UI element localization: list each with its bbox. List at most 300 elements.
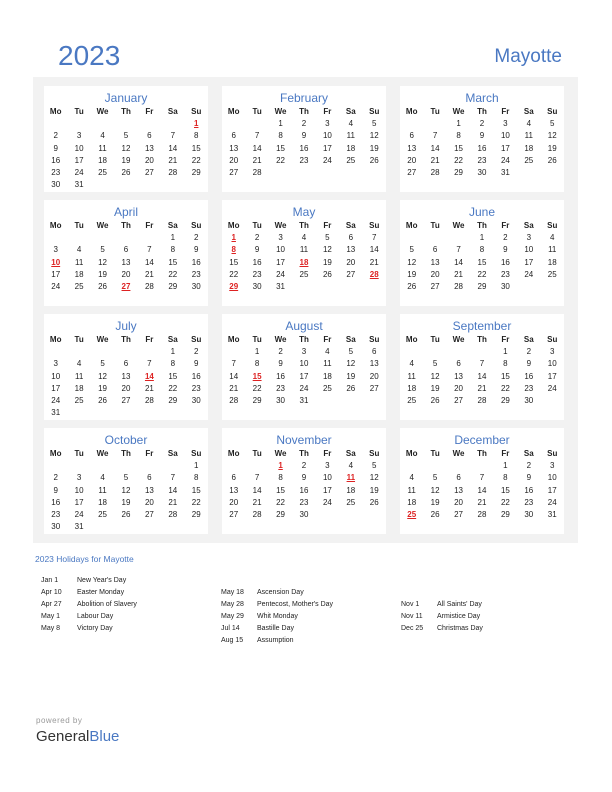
weekday-label: Mo xyxy=(49,221,62,230)
empty-day-cell xyxy=(517,167,540,179)
weekday-label: Tu xyxy=(74,221,84,230)
day-cell: 20 xyxy=(144,497,154,507)
day-cell: 30 xyxy=(252,281,262,291)
weekday-label: Sa xyxy=(523,449,534,458)
weekday-label: Su xyxy=(191,107,202,116)
empty-day-cell xyxy=(114,460,137,472)
holiday-name: Easter Monday xyxy=(77,589,125,596)
day-cell: 7 xyxy=(456,245,461,255)
day-cell: 3 xyxy=(76,473,82,483)
day-cell: 5 xyxy=(409,245,414,255)
day-cell: 4 xyxy=(348,461,354,471)
day-cell: 8 xyxy=(278,131,283,141)
day-cell: 23 xyxy=(191,383,201,393)
empty-day-cell xyxy=(91,460,114,472)
day-cell: 31 xyxy=(500,167,510,177)
day-cell: 14 xyxy=(229,371,239,381)
day-cell: 9 xyxy=(301,473,307,483)
day-cell: 14 xyxy=(252,143,262,153)
week-row xyxy=(222,395,386,407)
weekday-label: Sa xyxy=(167,107,178,116)
day-cell: 21 xyxy=(229,383,239,393)
holiday-name: Christmas Day xyxy=(437,625,483,632)
day-cell: 6 xyxy=(231,131,236,141)
day-cell: 16 xyxy=(524,485,534,495)
month-october xyxy=(44,428,208,534)
empty-day-cell xyxy=(339,509,362,521)
month-july xyxy=(44,314,208,420)
day-cell: 9 xyxy=(301,131,307,141)
month-title: February xyxy=(279,91,329,105)
day-cell: 25 xyxy=(346,155,356,165)
day-cell: 17 xyxy=(299,371,309,381)
day-cell: 8 xyxy=(194,131,199,141)
day-cell: 27 xyxy=(144,167,154,177)
day-cell: 30 xyxy=(524,509,534,519)
day-cell: 25 xyxy=(74,395,84,405)
day-cell: 1 xyxy=(503,461,508,471)
day-cell: 27 xyxy=(346,269,356,279)
day-cell: 15 xyxy=(229,257,239,267)
week-row xyxy=(400,118,564,130)
day-cell: 1 xyxy=(254,347,260,357)
holiday-date: May 18 xyxy=(221,589,244,596)
day-cell: 10 xyxy=(276,245,285,255)
day-cell: 9 xyxy=(254,245,260,255)
day-cell: 4 xyxy=(76,359,82,369)
day-cell: 13 xyxy=(407,143,417,153)
empty-day-cell xyxy=(470,460,493,472)
day-cell: 24 xyxy=(547,383,557,393)
empty-day-cell xyxy=(138,118,161,130)
week-row xyxy=(222,460,386,472)
day-cell: 12 xyxy=(322,245,332,255)
empty-day-cell xyxy=(423,346,446,358)
holiday-name: Whit Monday xyxy=(257,613,298,620)
week-row xyxy=(400,485,564,497)
month-title: July xyxy=(115,319,137,333)
day-cell: 24 xyxy=(500,155,510,165)
day-cell: 26 xyxy=(407,281,417,291)
day-cell: 13 xyxy=(369,359,379,369)
weekday-label: Tu xyxy=(74,449,84,458)
day-cell: 10 xyxy=(547,359,557,369)
day-cell: 12 xyxy=(121,143,131,153)
day-cell: 2 xyxy=(526,461,532,471)
weekday-label: Th xyxy=(121,107,131,116)
month-title: November xyxy=(276,433,332,447)
day-cell: 29 xyxy=(500,395,510,405)
day-cell: 26 xyxy=(322,269,332,279)
day-cell: 30 xyxy=(524,395,534,405)
day-cell: 17 xyxy=(547,485,557,495)
day-cell: 10 xyxy=(51,371,61,381)
day-cell: 22 xyxy=(168,269,178,279)
holiday-date: Jan 1 xyxy=(41,577,59,584)
day-cell: 10 xyxy=(524,245,534,255)
day-cell: 18 xyxy=(547,257,557,267)
day-cell: 4 xyxy=(550,233,555,243)
day-cell: 6 xyxy=(372,347,377,357)
day-cell: 1 xyxy=(278,461,283,471)
day-cell: 29 xyxy=(229,281,239,291)
day-cell: 27 xyxy=(229,509,239,519)
holiday-date: Dec 25 xyxy=(401,625,424,632)
weekday-label: Sa xyxy=(345,107,356,116)
week-row xyxy=(400,257,564,269)
day-cell: 26 xyxy=(430,395,440,405)
day-cell: 18 xyxy=(524,143,534,153)
weekday-label: We xyxy=(274,335,287,344)
day-cell: 8 xyxy=(170,245,176,255)
day-cell: 2 xyxy=(194,233,199,243)
empty-day-cell xyxy=(114,521,137,533)
day-cell: 19 xyxy=(430,497,440,507)
holiday-name: Ascension Day xyxy=(257,589,304,596)
day-cell: 22 xyxy=(191,497,201,507)
weekday-label: Fr xyxy=(501,335,510,344)
empty-day-cell xyxy=(400,346,423,358)
weekday-header xyxy=(44,448,208,460)
day-cell: 18 xyxy=(74,269,84,279)
day-cell: 11 xyxy=(346,473,356,483)
day-cell: 13 xyxy=(346,245,356,255)
empty-day-cell xyxy=(114,179,137,191)
day-cell: 16 xyxy=(276,371,285,381)
day-cell: 20 xyxy=(454,497,463,507)
holiday-name: All Saints' Day xyxy=(437,601,482,608)
weekday-label: Fr xyxy=(323,221,332,230)
weekday-label: Su xyxy=(191,221,202,230)
holiday-item xyxy=(401,611,483,623)
weekday-label: Fr xyxy=(323,107,332,116)
day-cell: 30 xyxy=(191,281,201,291)
week-row xyxy=(400,383,564,395)
day-cell: 7 xyxy=(479,473,485,483)
day-cell: 19 xyxy=(98,383,107,393)
week-row xyxy=(400,167,564,179)
day-cell: 21 xyxy=(454,269,463,279)
day-cell: 30 xyxy=(477,167,487,177)
holiday-item xyxy=(401,599,483,611)
week-row xyxy=(44,118,208,130)
day-cell: 22 xyxy=(500,383,510,393)
month-march xyxy=(400,86,564,192)
day-cell: 9 xyxy=(278,359,283,369)
day-cell: 22 xyxy=(168,383,178,393)
day-cell: 27 xyxy=(121,395,131,405)
day-cell: 16 xyxy=(191,371,201,381)
day-cell: 31 xyxy=(74,522,84,532)
holiday-date: Apr 10 xyxy=(41,589,62,596)
day-cell: 17 xyxy=(322,143,332,153)
week-row xyxy=(222,281,386,293)
empty-day-cell xyxy=(138,346,161,358)
day-cell: 10 xyxy=(547,473,557,483)
empty-day-cell xyxy=(67,407,90,419)
day-cell: 24 xyxy=(74,167,84,177)
weekday-label: Fr xyxy=(501,221,510,230)
day-cell: 15 xyxy=(168,371,178,381)
weekday-label: Tu xyxy=(430,107,440,116)
weekday-label: Fr xyxy=(501,449,510,458)
week-row xyxy=(44,244,208,256)
weekday-label: Tu xyxy=(252,449,262,458)
week-row xyxy=(400,281,564,293)
day-cell: 2 xyxy=(301,119,307,129)
empty-day-cell xyxy=(292,167,315,179)
week-row xyxy=(44,155,208,167)
day-cell: 14 xyxy=(252,485,262,495)
weekday-label: We xyxy=(274,221,287,230)
week-row xyxy=(44,383,208,395)
month-february xyxy=(222,86,386,192)
day-cell: 15 xyxy=(252,371,262,381)
day-cell: 5 xyxy=(372,461,377,471)
day-cell: 16 xyxy=(191,257,201,267)
empty-day-cell xyxy=(292,281,315,293)
empty-day-cell xyxy=(400,118,423,130)
month-may xyxy=(222,200,386,306)
day-cell: 16 xyxy=(524,371,534,381)
week-row xyxy=(44,371,208,383)
month-title: January xyxy=(104,91,148,105)
weekday-label: Mo xyxy=(227,449,240,458)
week-row xyxy=(400,232,564,244)
weekday-label: Su xyxy=(191,335,202,344)
empty-day-cell xyxy=(91,118,114,130)
empty-day-cell xyxy=(541,167,564,179)
day-cell: 2 xyxy=(301,461,307,471)
holiday-item xyxy=(221,611,333,623)
day-cell: 2 xyxy=(53,131,58,141)
day-cell: 22 xyxy=(191,155,201,165)
week-row xyxy=(400,395,564,407)
day-cell: 9 xyxy=(526,473,532,483)
weekday-label: Mo xyxy=(227,221,240,230)
day-cell: 1 xyxy=(479,233,485,243)
weekday-label: Th xyxy=(121,335,131,344)
day-cell: 14 xyxy=(369,245,379,255)
day-cell: 19 xyxy=(322,257,332,267)
weekday-label: Tu xyxy=(430,335,440,344)
day-cell: 9 xyxy=(526,359,532,369)
day-cell: 4 xyxy=(100,473,105,483)
empty-day-cell xyxy=(161,521,184,533)
day-cell: 8 xyxy=(170,359,176,369)
empty-day-cell xyxy=(91,521,114,533)
day-cell: 25 xyxy=(346,497,356,507)
day-cell: 4 xyxy=(76,245,82,255)
day-cell: 21 xyxy=(168,155,178,165)
day-cell: 21 xyxy=(252,155,262,165)
month-title: June xyxy=(468,205,496,219)
week-row xyxy=(400,371,564,383)
day-cell: 8 xyxy=(278,473,283,483)
day-cell: 21 xyxy=(144,383,154,393)
week-row xyxy=(44,497,208,509)
day-cell: 9 xyxy=(194,245,199,255)
week-row xyxy=(44,521,208,533)
day-cell: 8 xyxy=(254,359,260,369)
day-cell: 19 xyxy=(430,383,440,393)
day-cell: 21 xyxy=(144,269,154,279)
day-cell: 6 xyxy=(123,245,129,255)
holiday-date: May 1 xyxy=(41,613,61,620)
day-cell: 6 xyxy=(432,245,438,255)
day-cell: 27 xyxy=(369,383,379,393)
empty-day-cell xyxy=(541,281,564,293)
empty-day-cell xyxy=(91,179,114,191)
day-cell: 15 xyxy=(500,371,510,381)
week-row xyxy=(222,497,386,509)
holiday-name: Armistice Day xyxy=(437,613,481,620)
holiday-name: Bastille Day xyxy=(257,625,294,632)
weekday-label: Th xyxy=(477,221,487,230)
day-cell: 24 xyxy=(524,269,534,279)
day-cell: 14 xyxy=(144,371,154,381)
day-cell: 6 xyxy=(409,131,414,141)
day-cell: 21 xyxy=(168,497,178,507)
day-cell: 6 xyxy=(348,233,354,243)
weekday-label: We xyxy=(96,107,109,116)
day-cell: 29 xyxy=(276,509,285,519)
month-title: March xyxy=(465,91,499,105)
holiday-item xyxy=(41,623,137,635)
day-cell: 15 xyxy=(276,485,285,495)
day-cell: 14 xyxy=(430,143,440,153)
powered-by-text: powered by xyxy=(36,716,83,725)
day-cell: 4 xyxy=(325,347,330,357)
holiday-date: Nov 11 xyxy=(401,613,423,620)
day-cell: 23 xyxy=(276,383,285,393)
day-cell: 7 xyxy=(170,473,176,483)
brand-logo-part1: General xyxy=(36,728,90,745)
week-row xyxy=(400,497,564,509)
weekday-label: Th xyxy=(477,335,487,344)
month-august xyxy=(222,314,386,420)
day-cell: 15 xyxy=(191,143,201,153)
day-cell: 7 xyxy=(170,131,176,141)
day-cell: 21 xyxy=(477,383,487,393)
day-cell: 21 xyxy=(252,497,262,507)
day-cell: 15 xyxy=(191,485,201,495)
day-cell: 30 xyxy=(276,395,285,405)
day-cell: 17 xyxy=(74,497,84,507)
day-cell: 1 xyxy=(278,119,283,129)
weekday-label: Fr xyxy=(323,335,332,344)
day-cell: 31 xyxy=(74,180,84,190)
weekday-header xyxy=(222,220,386,232)
day-cell: 30 xyxy=(299,509,309,519)
empty-day-cell xyxy=(222,346,245,358)
week-row xyxy=(44,485,208,497)
day-cell: 24 xyxy=(51,281,61,291)
week-row xyxy=(222,371,386,383)
weekday-label: Mo xyxy=(49,107,62,116)
day-cell: 3 xyxy=(550,461,555,471)
day-cell: 29 xyxy=(252,395,262,405)
empty-day-cell xyxy=(161,460,184,472)
day-cell: 18 xyxy=(346,143,356,153)
day-cell: 28 xyxy=(252,167,262,177)
month-september xyxy=(400,314,564,420)
day-cell: 20 xyxy=(121,269,131,279)
day-cell: 10 xyxy=(500,131,510,141)
day-cell: 8 xyxy=(503,473,508,483)
empty-day-cell xyxy=(114,407,137,419)
empty-day-cell xyxy=(339,167,362,179)
empty-day-cell xyxy=(363,167,386,179)
holiday-item xyxy=(401,623,483,635)
day-cell: 8 xyxy=(503,359,508,369)
day-cell: 25 xyxy=(407,509,417,519)
day-cell: 26 xyxy=(98,281,107,291)
empty-day-cell xyxy=(400,460,423,472)
day-cell: 3 xyxy=(53,359,58,369)
day-cell: 27 xyxy=(121,281,131,291)
weekday-label: Mo xyxy=(405,107,418,116)
day-cell: 11 xyxy=(74,257,84,267)
day-cell: 2 xyxy=(479,119,485,129)
empty-day-cell xyxy=(44,346,67,358)
day-cell: 10 xyxy=(322,131,332,141)
day-cell: 7 xyxy=(254,131,260,141)
empty-day-cell xyxy=(423,118,446,130)
day-cell: 19 xyxy=(369,485,379,495)
weekday-label: We xyxy=(452,335,465,344)
month-november xyxy=(222,428,386,534)
day-cell: 8 xyxy=(194,473,199,483)
weekday-label: We xyxy=(452,107,465,116)
day-cell: 28 xyxy=(229,395,239,405)
holiday-item xyxy=(41,587,137,599)
day-cell: 26 xyxy=(121,509,131,519)
weekday-label: Tu xyxy=(252,107,262,116)
day-cell: 12 xyxy=(369,131,379,141)
day-cell: 23 xyxy=(51,167,61,177)
day-cell: 3 xyxy=(325,119,330,129)
day-cell: 12 xyxy=(430,485,440,495)
day-cell: 11 xyxy=(407,485,416,495)
day-cell: 1 xyxy=(194,119,199,129)
weekday-label: Su xyxy=(369,221,380,230)
day-cell: 12 xyxy=(346,359,356,369)
empty-day-cell xyxy=(161,118,184,130)
day-cell: 20 xyxy=(144,155,154,165)
weekday-label: Su xyxy=(369,335,380,344)
day-cell: 26 xyxy=(369,155,379,165)
day-cell: 10 xyxy=(51,257,61,267)
empty-day-cell xyxy=(447,460,470,472)
day-cell: 23 xyxy=(191,269,201,279)
holiday-name: Abolition of Slavery xyxy=(77,601,137,608)
holiday-column xyxy=(41,575,137,635)
day-cell: 29 xyxy=(168,281,178,291)
day-cell: 11 xyxy=(299,245,309,255)
day-cell: 16 xyxy=(252,257,262,267)
weekday-label: Sa xyxy=(167,221,178,230)
weekday-label: Su xyxy=(547,221,558,230)
day-cell: 17 xyxy=(524,257,534,267)
empty-day-cell xyxy=(44,460,67,472)
day-cell: 8 xyxy=(456,131,461,141)
day-cell: 3 xyxy=(550,347,555,357)
day-cell: 7 xyxy=(254,473,260,483)
holiday-date: May 8 xyxy=(41,625,61,632)
day-cell: 18 xyxy=(407,383,417,393)
holiday-date: Aug 15 xyxy=(221,637,244,644)
